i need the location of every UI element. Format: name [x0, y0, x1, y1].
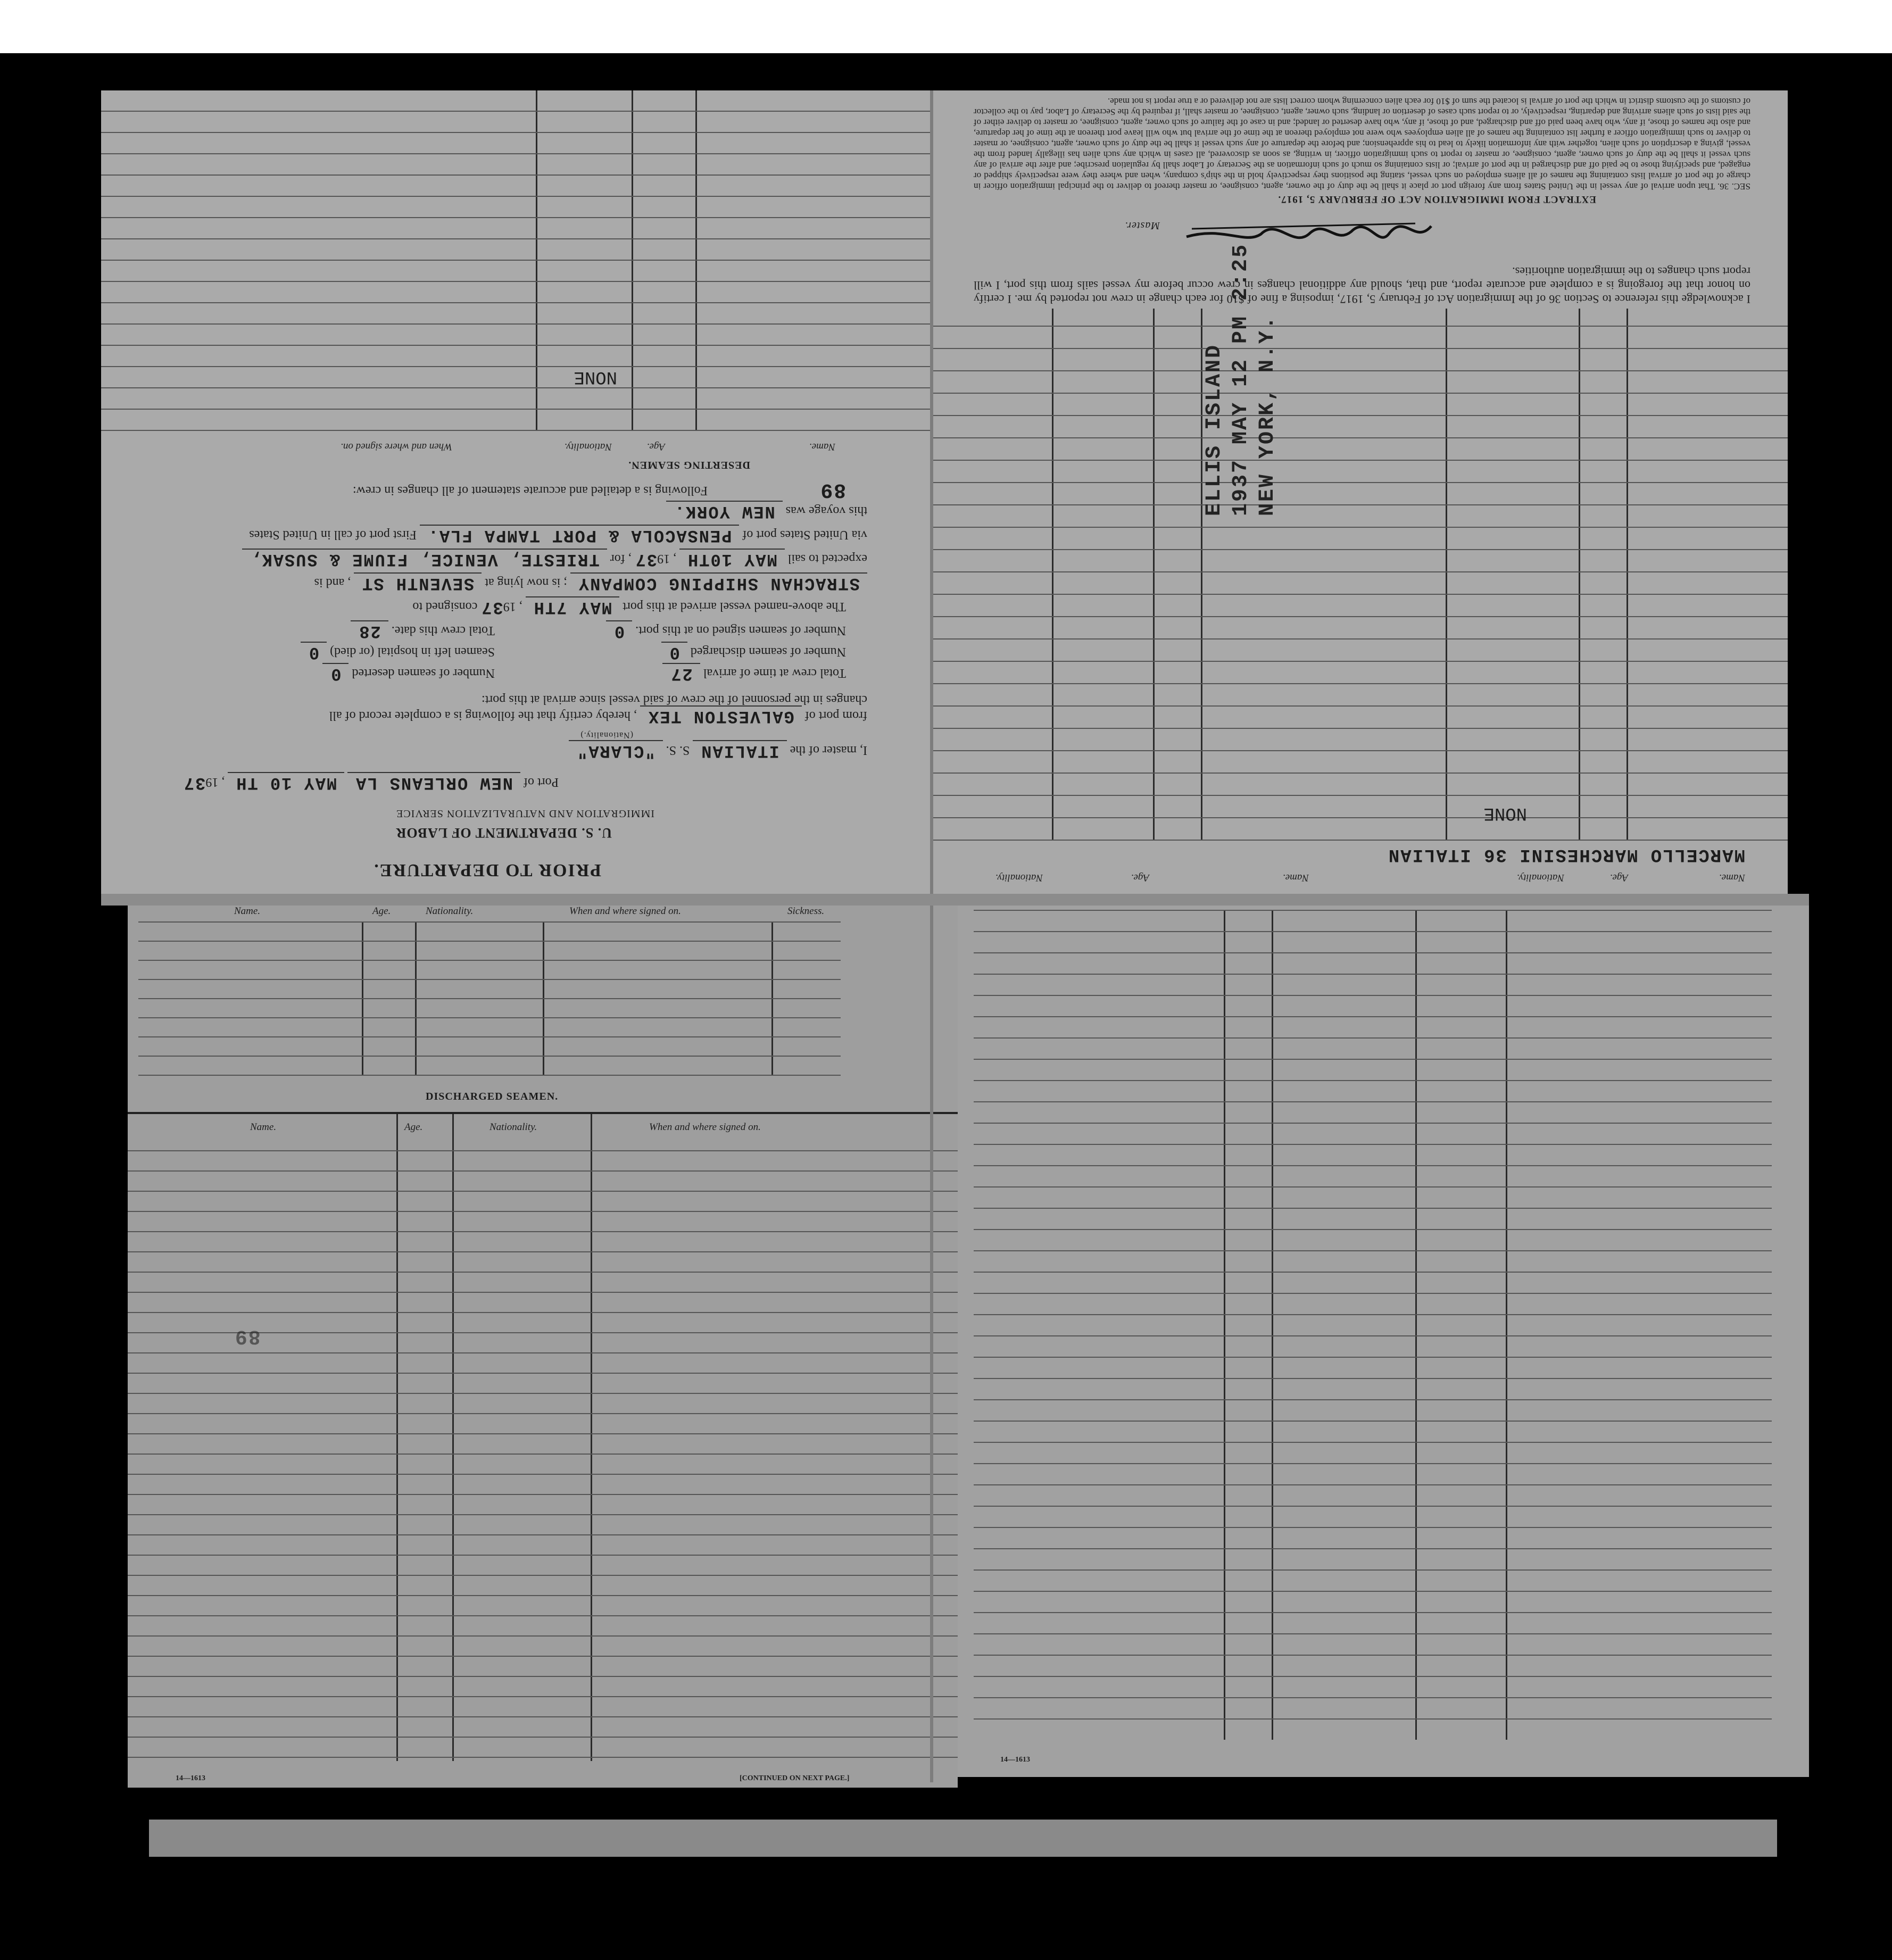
col-divider [1272, 910, 1273, 1740]
dock-value: SEVENTH ST [354, 572, 482, 593]
acknowledgment-text: I acknowledge this reference to Section 36 of the Immigration Act of February 5, 1917, imposing a fine of $10 for each change in crew not reported by me. I certify on honor that the foregoing is a complete and accurate report, and that, should any additional changes in crew occur before my vessel sails from this port, I will report such changes to the immigration authorities. [974, 265, 1750, 306]
row-line [931, 616, 1788, 617]
row-line [974, 1229, 1772, 1230]
form-title: PRIOR TO DEPARTURE. [373, 860, 601, 880]
via-prefix: via United States port of [742, 528, 867, 542]
row-line [974, 1633, 1772, 1634]
ellis-island-stamp-line2: 1937 MAY 12 PM 2:25 [1229, 243, 1253, 516]
deserting-title: DESERTING SEAMEN. [628, 459, 750, 471]
row-line [974, 1421, 1772, 1422]
discharged-col-age: Age. [404, 1122, 423, 1133]
row-line [931, 795, 1788, 796]
voyage-value: NEW YORK. [666, 501, 783, 521]
row-line [974, 1506, 1772, 1507]
port-label: Port of [524, 775, 559, 789]
sail-year-prefix: , 19 [657, 552, 677, 566]
row-line [101, 175, 931, 176]
row-line [974, 1037, 1772, 1039]
row-line [128, 1575, 958, 1576]
signed-on-entry [1388, 844, 1745, 865]
row-line [931, 661, 1788, 662]
hospital-col-name: Name. [234, 906, 261, 917]
row-line [931, 773, 1788, 774]
consignee-line [314, 572, 867, 593]
arrival-year: 37 [480, 597, 503, 617]
row-line [128, 1757, 958, 1758]
via-suffix: First port of call in United States [249, 528, 417, 542]
ellis-island-stamp-line3: NEW YORK, N.Y. [1256, 314, 1280, 516]
row-line [931, 460, 1788, 461]
lying-label: ; is now lying at [485, 576, 567, 589]
via-value: PENSACOLA & PORT TAMPA FLA. [420, 525, 739, 545]
hospital-col-when: When and where signed on. [569, 906, 681, 917]
total-crew-value: 27 [662, 663, 700, 684]
panel-top-right [931, 90, 1788, 899]
row-line [974, 952, 1772, 953]
vertical-fold-crease [930, 90, 933, 1782]
col-divider [1627, 309, 1628, 841]
row-line [128, 1514, 958, 1515]
row-line [974, 1548, 1772, 1549]
total-date-line [351, 620, 495, 641]
arrival-line [412, 596, 846, 617]
deserting-col-nationality: Nationality. [564, 441, 612, 452]
col-age-left: Age. [1609, 872, 1628, 883]
total-crew-line [662, 663, 846, 684]
horizontal-fold-crease [101, 894, 1809, 906]
arrival-suffix: consigned to [412, 600, 478, 613]
row-line [931, 527, 1788, 528]
prior-to-departure-page [101, 90, 931, 899]
col-divider [1153, 309, 1155, 841]
row-line [128, 1737, 958, 1738]
master-nationality: ITALIAN [693, 740, 786, 761]
row-line [128, 1696, 958, 1697]
master-caption: Master. [1124, 220, 1160, 231]
row-line [128, 1555, 958, 1556]
row-line [128, 1474, 958, 1475]
discharged-label: Number of seamen discharged [690, 645, 846, 659]
row-line [128, 1393, 958, 1394]
service-heading: IMMIGRATION AND NATURALIZATION SERVICE [396, 808, 654, 819]
from-line [329, 705, 867, 726]
master-line [569, 740, 867, 761]
row-line [931, 482, 1788, 483]
row-line [974, 1272, 1772, 1273]
row-line [128, 1191, 958, 1192]
via-line [249, 525, 867, 545]
row-line [931, 437, 1788, 438]
row-line [974, 1463, 1772, 1464]
following-line: Following is a detailed and accurate statement of all changes in crew: [352, 484, 708, 497]
row-line [974, 1016, 1772, 1017]
row-line [974, 910, 1772, 911]
consignee-suffix: , and is [314, 576, 351, 589]
discharged-title: DISCHARGED SEAMEN. [426, 1091, 559, 1102]
row-line [138, 1075, 841, 1076]
row-line [128, 1716, 958, 1717]
row-line [101, 111, 931, 112]
row-line [974, 1378, 1772, 1379]
sail-line [242, 549, 867, 569]
row-line [974, 1612, 1772, 1613]
row-line [974, 995, 1772, 996]
col-divider [1224, 910, 1225, 1740]
port-value: NEW ORLEANS LA [347, 772, 520, 793]
deserted-value: 0 [322, 663, 348, 684]
deserting-col-when: When and where signed on. [341, 441, 452, 452]
row-line [974, 1314, 1772, 1315]
sail-for-label: , for [610, 552, 632, 566]
deserting-header [101, 431, 931, 452]
sail-destination: TRIESTE, VENICE, FIUME & SUSAK, [242, 549, 607, 569]
row-line [931, 638, 1788, 640]
row-line [138, 1017, 841, 1018]
deserted-line [322, 663, 495, 684]
row-line [974, 1399, 1772, 1400]
signed-label: Number of seamen signed on at this port. [635, 624, 846, 637]
col-divider [1446, 309, 1447, 841]
hospital-value: 0 [301, 642, 327, 662]
row-line [974, 1186, 1772, 1187]
from-prefix: from port of [804, 709, 867, 722]
row-line [128, 1211, 958, 1212]
signed-on-table [931, 309, 1788, 841]
row-line [101, 366, 931, 367]
row-line [101, 323, 931, 325]
row-line [138, 1036, 841, 1037]
extract-title: EXTRACT FROM IMMIGRATION ACT OF FEBRUARY 5, 1917. [1277, 194, 1596, 205]
row-line [974, 1676, 1772, 1677]
hospital-col-nationality: Nationality. [426, 906, 474, 917]
row-line [128, 1494, 958, 1495]
row-line [101, 238, 931, 239]
row-line [128, 1534, 958, 1535]
row-line [931, 326, 1788, 327]
row-line [931, 370, 1788, 371]
arrival-year-prefix: , 19 [503, 600, 522, 613]
vessel-name: "CLARA" [569, 740, 662, 761]
signed-line [606, 620, 846, 641]
signed-on-page [931, 90, 1788, 899]
row-line [128, 1231, 958, 1232]
row-line [138, 998, 841, 999]
row-line [128, 1150, 958, 1151]
row-line [974, 1165, 1772, 1166]
row-line [931, 705, 1788, 707]
entry-name: MARCELLO MARCHESINI [1518, 844, 1745, 865]
row-line [974, 1718, 1772, 1720]
row-line [974, 1697, 1772, 1698]
row-line [974, 1101, 1772, 1102]
signed-on-header [931, 862, 1788, 883]
row-line [974, 1569, 1772, 1571]
consignee-value: STRACHAN SHIPPING COMPANY [570, 572, 867, 593]
port-year: 37 [182, 773, 206, 793]
col-divider [1052, 309, 1053, 841]
port-line [183, 772, 559, 793]
row-line [128, 1454, 958, 1455]
col-divider [591, 1112, 592, 1761]
row-line [974, 974, 1772, 975]
row-line [101, 132, 931, 133]
signed-value: 0 [606, 620, 632, 641]
row-line [931, 393, 1788, 394]
row-line [974, 1059, 1772, 1060]
voyage-prefix: this voyage was [785, 504, 867, 518]
row-line [128, 1413, 958, 1414]
continuation-table [974, 910, 1772, 1740]
discharged-col-nationality: Nationality. [489, 1122, 537, 1133]
sail-year: 37 [634, 550, 658, 569]
row-line [128, 1112, 958, 1114]
row-line [101, 430, 931, 431]
form-number-right: 14—1613 [1000, 1756, 1030, 1764]
hospital-table [138, 921, 841, 1076]
row-line [931, 504, 1788, 505]
row-line [128, 1373, 958, 1374]
row-line [974, 1208, 1772, 1209]
row-line [931, 571, 1788, 572]
from-suffix: , hereby certify that the following is a complete record of all [329, 709, 637, 722]
row-line [138, 979, 841, 980]
row-line [931, 594, 1788, 595]
voyage-line [666, 501, 867, 521]
row-line [101, 345, 931, 346]
row-line [974, 931, 1772, 932]
row-line [101, 281, 931, 282]
row-line [101, 260, 931, 261]
row-line [974, 1080, 1772, 1081]
changes-line: changes in the personnel of the crew of said vessel since arrival at this port: [481, 693, 867, 707]
col-divider [632, 90, 633, 431]
row-line [128, 1635, 958, 1637]
scan-border-top [0, 0, 1892, 53]
row-line [101, 153, 931, 154]
total-date-label: Total crew this date. [391, 624, 495, 637]
deserting-col-age: Age. [646, 441, 665, 452]
hospital-label: Seamen left in hospital (or died) [330, 645, 495, 659]
col-divider [536, 90, 537, 431]
master-signature [1181, 207, 1437, 255]
bleed-page-number: 89 [234, 1325, 261, 1348]
col-name-left: Name. [1719, 872, 1745, 883]
arrival-date: MAY 7TH [526, 596, 619, 617]
row-line [128, 1656, 958, 1657]
row-line [128, 1170, 958, 1172]
row-line [974, 1144, 1772, 1145]
col-divider [695, 90, 697, 431]
col-age-right: Age. [1131, 872, 1149, 883]
signed-on-none-entry: NONE [1483, 803, 1527, 823]
col-divider [1579, 309, 1580, 841]
row-line [974, 1527, 1772, 1528]
row-line [128, 1272, 958, 1273]
deserting-col-name: Name. [809, 441, 835, 452]
row-line [101, 217, 931, 218]
hospital-header [128, 906, 958, 921]
row-line [931, 683, 1788, 684]
row-line [974, 1335, 1772, 1336]
sail-prefix: expected to sail [787, 552, 867, 566]
row-line [128, 1312, 958, 1313]
row-line [138, 921, 841, 923]
row-line [931, 750, 1788, 751]
from-port: GALVESTON TEX [640, 705, 802, 726]
port-date: MAY 10 TH [228, 772, 344, 793]
deserted-label: Number of seamen deserted [352, 666, 495, 680]
col-divider [1415, 910, 1417, 1740]
form-number: 14—1613 [176, 1774, 205, 1782]
row-line [974, 1655, 1772, 1656]
page-number: 89 [819, 478, 846, 501]
discharged-value: 0 [661, 642, 687, 662]
sail-date: MAY 10TH [679, 549, 785, 569]
row-line [101, 302, 931, 303]
arrival-prefix: The above-named vessel arrived at this port [623, 600, 846, 613]
col-nationality-right: Nationality. [995, 872, 1043, 883]
col-divider [1506, 910, 1507, 1740]
row-line [128, 1595, 958, 1596]
department-heading: U. S. DEPARTMENT OF LABOR [395, 825, 612, 841]
row-line [931, 817, 1788, 818]
col-divider [396, 1112, 398, 1761]
row-line [128, 1615, 958, 1616]
row-line [101, 387, 931, 388]
ss-label: S. S. [666, 743, 690, 757]
row-line [931, 348, 1788, 349]
row-line [974, 1293, 1772, 1294]
discharged-col-name: Name. [250, 1122, 277, 1133]
row-line [931, 728, 1788, 729]
row-line [931, 415, 1788, 416]
scan-sheet-edge [149, 1820, 1777, 1857]
row-line [974, 1442, 1772, 1443]
row-line [128, 1433, 958, 1434]
entry-nationality: ITALIAN [1387, 844, 1471, 865]
discharged-table [128, 1112, 958, 1761]
row-line [128, 1292, 958, 1293]
col-divider [452, 1112, 454, 1761]
nationality-caption: (Nationality.) [580, 730, 633, 740]
discharged-col-when: When and where signed on. [649, 1122, 761, 1133]
deserting-none-entry: NONE [574, 367, 617, 387]
total-date-value: 28 [351, 620, 388, 641]
deserting-table [101, 90, 931, 431]
hospital-col-sickness: Sickness. [787, 906, 825, 917]
row-line [138, 960, 841, 961]
row-line [931, 840, 1788, 841]
row-line [138, 1056, 841, 1057]
row-line [974, 1484, 1772, 1485]
panel-bottom-left [128, 899, 958, 1788]
row-line [128, 1352, 958, 1353]
panel-bottom-right [958, 899, 1809, 1777]
ellis-island-stamp-line1: ELLIS ISLAND [1202, 343, 1226, 516]
row-line [128, 1676, 958, 1677]
master-prefix: I, master of the [790, 743, 867, 757]
extract-text: SEC. 36. That upon arrival of any vessel in the United States from any foreign port or place it shall be the duty of the owner, agent, consignee, or master thereof to deliver to the principal immigration officer in charge of the port of arrival lists containing the names of all aliens employed on such vessel, stating the positions they respectively hold in the ship's company, when and where they were respectively shipped or engaged, and specifying those to be paid off and discharged in the port of arrival; or lists containing so much of such information as the Secretary of Labor shall by regulation prescribe; and after the arrival of any such vessel it shall be the duty of such owner, agent, consignee, or master to report to such immigration officer, in writing, as soon as discovered, all cases in which any such alien has illegally landed from the vessel, giving a description of such alien, together with any information likely to lead to his apprehension; and before the departure of any such vessel it shall be the duty of such owner, agent, consignee, or master to deliver to such immigration officer a further list containing the names of all alien employees who were not employed thereon at the time of the arrival but who will leave port thereon at the time of her departure, and also the names of those, if any, who have been paid off and discharged, and of those, if any, who have deserted or landed; and in case of the failure of such owner, agent, consignee, or master to deliver either of the said lists of such aliens arriving and departing, respectively, or to report such cases of desertion or landing, such owner, agent, consignee, or master shall, if required by the Secretary of Labor, pay to the collector of customs of the customs district in which the port of arrival is located the sum of $10 for each alien concerning whom correct lists are not delivered or a true report is not made. [974, 96, 1750, 192]
col-nationality-left: Nationality. [1516, 872, 1564, 883]
total-crew-label: Total crew at time of arrival [703, 666, 846, 680]
row-line [974, 1250, 1772, 1251]
entry-age: 36 [1483, 844, 1507, 865]
panel-top-left [101, 90, 931, 899]
row-line [974, 1123, 1772, 1124]
row-line [101, 196, 931, 197]
continued-note: [CONTINUED ON NEXT PAGE.] [740, 1774, 850, 1782]
row-line [101, 409, 931, 410]
hospital-col-age: Age. [372, 906, 391, 917]
row-line [974, 1591, 1772, 1592]
row-line [931, 549, 1788, 550]
hospital-line [301, 642, 495, 662]
discharged-line [661, 642, 846, 662]
row-line [128, 1251, 958, 1252]
row-line [974, 1357, 1772, 1358]
col-name-right: Name. [1282, 872, 1309, 883]
port-year-prefix: , 19 [205, 775, 225, 789]
row-line [138, 941, 841, 942]
